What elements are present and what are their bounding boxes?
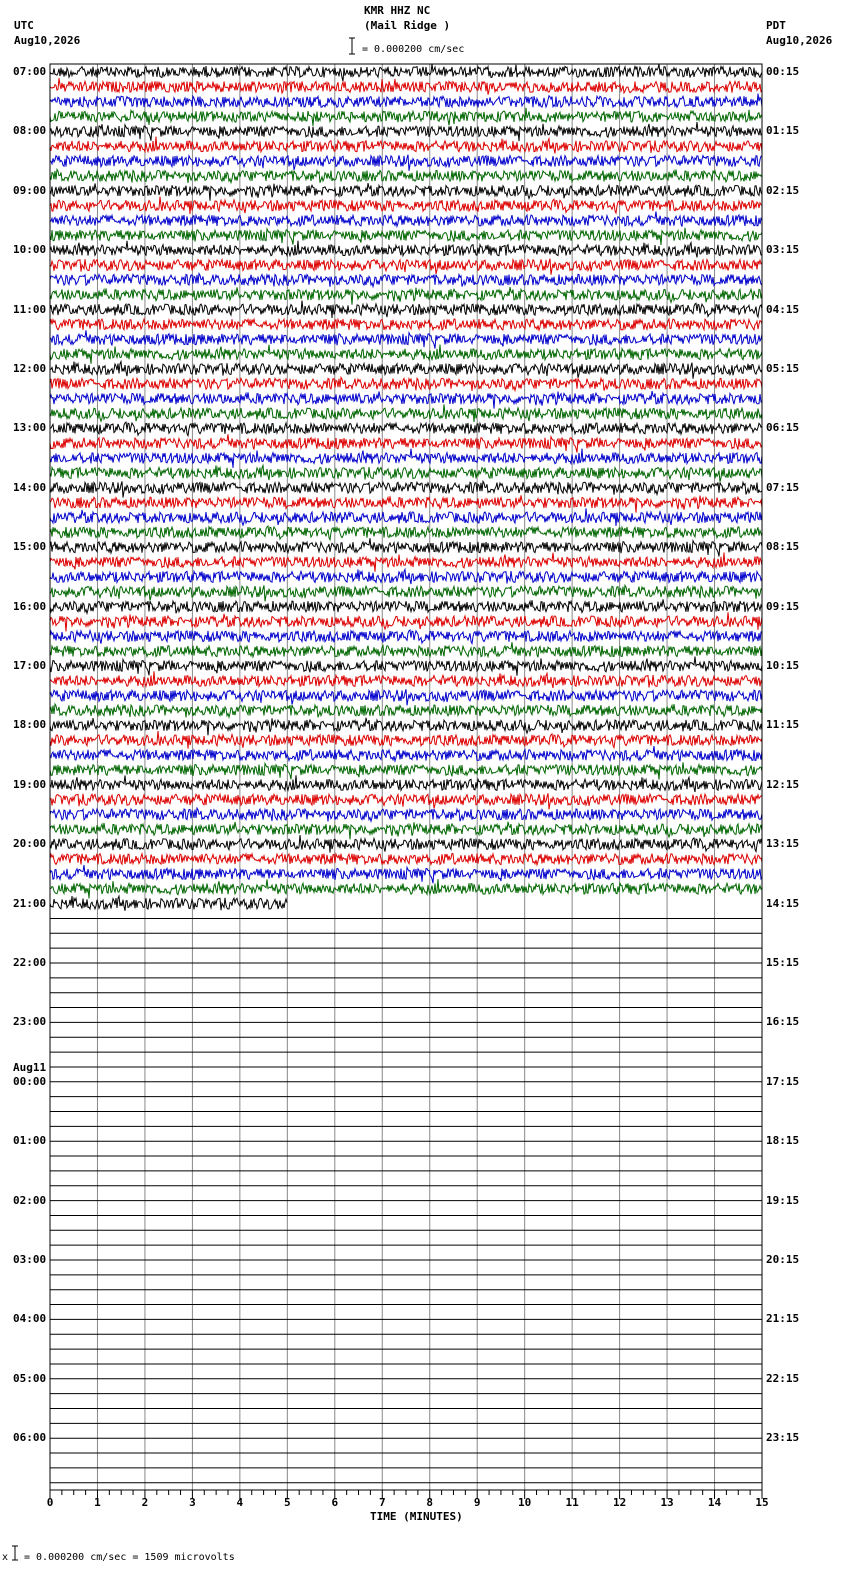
seismic-trace xyxy=(50,793,762,809)
seismic-trace xyxy=(50,183,762,201)
date-change-label: Aug11 xyxy=(13,1060,47,1074)
footer-marker: x xyxy=(2,1552,9,1563)
utc-hour-label: 22:00 xyxy=(13,956,47,969)
seismic-trace xyxy=(50,137,762,154)
pdt-hour-label: 18:15 xyxy=(766,1134,800,1148)
seismic-trace xyxy=(50,259,762,275)
scale-label: = 0.000200 cm/sec xyxy=(362,44,465,55)
utc-hour-label: 02:00 xyxy=(13,1193,47,1207)
pdt-hour-label: 20:15 xyxy=(766,1253,800,1266)
utc-hour-label: 23:00 xyxy=(13,1015,47,1029)
seismic-trace xyxy=(50,301,762,319)
seismic-trace xyxy=(50,569,762,584)
left-date: Aug10,2026 xyxy=(14,34,81,47)
seismic-trace xyxy=(50,377,762,390)
footer-scale-note: = 0.000200 cm/sec = 1509 microvolts xyxy=(24,1552,235,1563)
utc-hour-label: 10:00 xyxy=(13,243,47,257)
utc-hour-label: 03:00 xyxy=(13,1253,47,1266)
right-date: Aug10,2026 xyxy=(766,34,833,47)
seismic-trace xyxy=(50,287,762,305)
seismic-trace xyxy=(50,64,762,82)
utc-hour-label: 16:00 xyxy=(13,599,47,613)
pdt-hour-label: 03:15 xyxy=(766,243,800,257)
seismic-trace xyxy=(50,630,762,644)
seismic-trace xyxy=(50,122,762,141)
seismic-trace xyxy=(50,422,762,436)
utc-hour-label: 12:00 xyxy=(13,362,47,375)
seismic-trace xyxy=(50,228,762,245)
pdt-hour-label: 23:15 xyxy=(766,1431,800,1445)
seismic-trace xyxy=(50,879,762,898)
utc-hour-label: 15:00 xyxy=(13,540,47,554)
seismic-trace xyxy=(50,822,762,840)
x-tick-label: 15 xyxy=(755,1496,769,1509)
seismic-trace xyxy=(50,481,762,497)
seismic-trace xyxy=(50,671,762,688)
seismic-traces xyxy=(50,64,762,1483)
right-timezone: PDT xyxy=(766,19,786,32)
pdt-hour-label: 08:15 xyxy=(766,540,800,554)
utc-hour-label: 08:00 xyxy=(13,124,47,138)
seismic-trace xyxy=(50,526,762,540)
seismic-trace xyxy=(50,241,762,258)
pdt-hour-label: 01:15 xyxy=(766,124,800,138)
x-tick-label: 13 xyxy=(660,1496,674,1509)
seismic-trace xyxy=(50,197,762,215)
x-tick-label: 6 xyxy=(331,1496,339,1509)
seismic-trace xyxy=(50,449,762,468)
utc-hour-label: 21:00 xyxy=(13,896,47,910)
pdt-hour-label: 07:15 xyxy=(766,480,800,494)
utc-hour-label: 00:00 xyxy=(13,1074,47,1088)
seismic-trace xyxy=(50,775,762,792)
pdt-hour-label: 06:15 xyxy=(766,421,800,435)
seismic-trace xyxy=(50,553,762,572)
pdt-hour-label: 00:15 xyxy=(766,65,800,78)
seismic-trace xyxy=(50,854,762,865)
utc-hour-label: 09:00 xyxy=(13,183,47,197)
x-tick-label: 11 xyxy=(565,1496,579,1509)
seismic-trace xyxy=(50,599,762,613)
pdt-hour-label: 13:15 xyxy=(766,837,800,851)
seismic-trace xyxy=(50,642,762,657)
seismic-trace xyxy=(50,657,762,676)
pdt-hour-label: 16:15 xyxy=(766,1015,800,1029)
pdt-hour-label: 17:15 xyxy=(766,1074,800,1088)
seismic-trace xyxy=(50,391,762,409)
seismic-trace xyxy=(50,896,287,911)
seismic-trace xyxy=(50,404,762,422)
pdt-hour-label: 21:15 xyxy=(766,1312,800,1326)
x-tick-label: 7 xyxy=(378,1496,386,1509)
utc-hour-label: 06:00 xyxy=(13,1431,47,1445)
pdt-hour-label: 11:15 xyxy=(766,718,800,732)
seismic-trace xyxy=(50,612,762,631)
time-axis xyxy=(47,1490,769,1509)
seismic-trace xyxy=(50,170,762,183)
seismic-trace xyxy=(50,212,762,227)
seismic-trace xyxy=(50,495,762,512)
seismic-trace xyxy=(50,865,762,883)
left-timezone: UTC xyxy=(14,19,34,32)
x-tick-label: 4 xyxy=(236,1496,244,1509)
pdt-hour-label: 09:15 xyxy=(766,599,800,613)
x-tick-label: 5 xyxy=(284,1496,291,1509)
seismic-trace xyxy=(50,585,762,601)
utc-hour-label: 14:00 xyxy=(13,480,47,494)
pdt-hour-label: 14:15 xyxy=(766,896,800,910)
x-tick-label: 1 xyxy=(94,1496,101,1509)
utc-hour-label: 20:00 xyxy=(13,837,47,851)
seismic-trace xyxy=(50,508,762,526)
x-tick-label: 8 xyxy=(426,1496,434,1509)
pdt-hour-label: 22:15 xyxy=(766,1371,800,1385)
utc-hour-label: 19:00 xyxy=(13,777,47,791)
seismic-trace xyxy=(50,762,762,779)
seismic-trace xyxy=(50,434,762,452)
seismic-trace xyxy=(50,538,762,556)
pdt-hour-label: 12:15 xyxy=(766,777,800,791)
pdt-hour-label: 05:15 xyxy=(766,362,800,375)
utc-hour-label: 17:00 xyxy=(13,659,47,672)
seismic-trace xyxy=(50,465,762,481)
seismic-trace xyxy=(50,689,762,705)
x-tick-label: 0 xyxy=(46,1496,54,1509)
seismic-trace xyxy=(50,362,762,379)
seismic-trace xyxy=(50,746,762,761)
seismic-trace xyxy=(50,94,762,108)
utc-hour-label: 07:00 xyxy=(13,65,47,78)
pdt-hour-label: 15:15 xyxy=(766,956,800,969)
utc-hour-label: 18:00 xyxy=(13,718,47,732)
pdt-hour-label: 04:15 xyxy=(766,302,800,316)
station-title: KMR HHZ NC xyxy=(364,4,431,17)
seismic-trace xyxy=(50,718,762,736)
seismic-trace xyxy=(50,808,762,821)
seismic-trace xyxy=(50,330,762,348)
x-tick-label: 9 xyxy=(473,1496,481,1509)
seismic-trace xyxy=(50,345,762,364)
x-tick-label: 2 xyxy=(141,1496,149,1509)
x-axis-title: TIME (MINUTES) xyxy=(370,1510,463,1523)
utc-hour-label: 01:00 xyxy=(13,1134,47,1148)
x-tick-label: 12 xyxy=(612,1496,627,1509)
seismic-trace xyxy=(50,319,762,330)
seismic-trace xyxy=(50,704,762,717)
utc-hour-label: 13:00 xyxy=(13,421,47,435)
pdt-hour-label: 10:15 xyxy=(766,659,800,672)
seismic-trace xyxy=(50,78,762,94)
seismic-trace xyxy=(50,108,762,126)
utc-hour-label: 11:00 xyxy=(13,302,47,316)
utc-hour-label: 04:00 xyxy=(13,1312,47,1326)
seismic-trace xyxy=(50,155,762,171)
x-tick-label: 3 xyxy=(189,1496,196,1509)
site-name: (Mail Ridge ) xyxy=(364,19,451,32)
seismic-trace xyxy=(50,731,762,749)
seismic-trace xyxy=(50,835,762,853)
x-tick-label: 10 xyxy=(518,1496,532,1509)
pdt-hour-label: 02:15 xyxy=(766,183,800,197)
pdt-hour-label: 19:15 xyxy=(766,1193,800,1207)
seismic-trace xyxy=(50,274,762,287)
x-tick-label: 14 xyxy=(707,1496,722,1509)
utc-hour-label: 05:00 xyxy=(13,1371,47,1385)
